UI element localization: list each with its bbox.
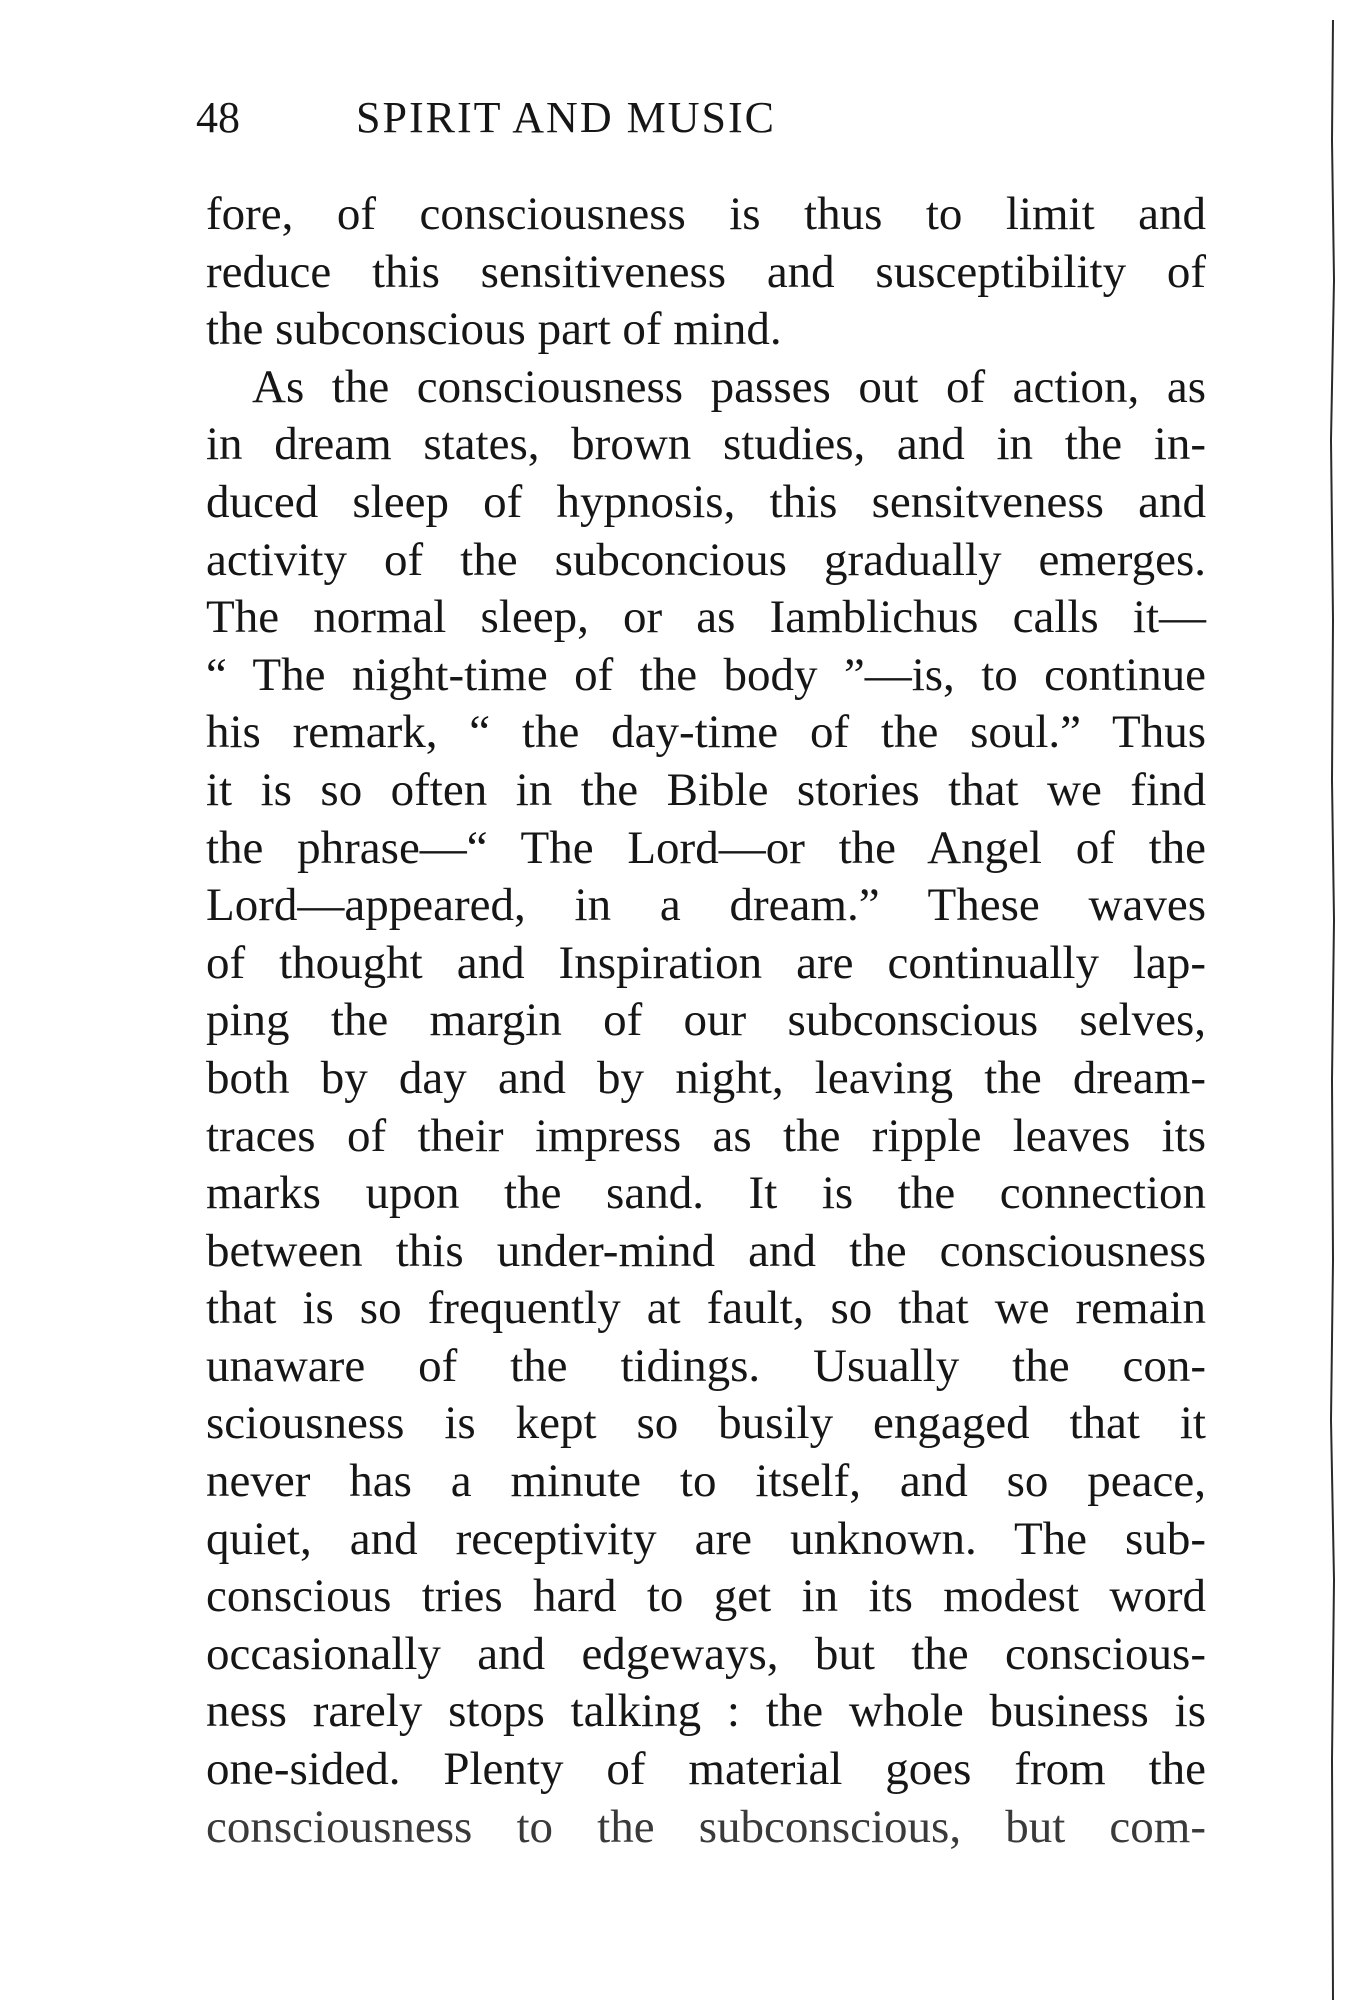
text-line: activity of the subconcious gradually emerges. [206,533,1206,586]
body-text [206,186,1206,1856]
text-line: reduce this sensitiveness and susceptibility of [206,245,1206,298]
text-line: the subconscious part of mind. [206,303,782,356]
text-line: his remark, “ the day-time of the soul.” Thus [206,706,1206,759]
text-line: Lord—appeared, in a dream.” These waves [206,879,1206,932]
text-line: fore, of consciousness is thus to limit and [206,188,1206,240]
text-line: As the consciousness passes out of action, as [252,360,1206,413]
text-line: never has a minute to itself, and so peace, [206,1455,1206,1508]
text-line: quiet, and receptivity are unknown. The sub- [206,1512,1206,1565]
text-line: marks upon the sand. It is the connection [206,1167,1206,1220]
text-line: unaware of the tidings. Usually the con- [206,1339,1206,1392]
text-line: both by day and by night, leaving the dream- [206,1051,1206,1104]
text-line: traces of their impress as the ripple leaves its [206,1109,1206,1162]
text-line: the phrase—“ The Lord—or the Angel of the [206,821,1206,874]
text-line: of thought and Inspiration are continually lap- [206,936,1206,989]
text-line: “ The night-time of the body ”—is, to continue [206,648,1206,701]
text-line: it is so often in the Bible stories that we find [206,763,1206,816]
text-line: occasionally and edgeways, but the conscious- [206,1627,1206,1680]
text-line: ness rarely stops talking : the whole business is [206,1685,1206,1738]
page-number: 48 [196,93,240,142]
text-line: duced sleep of hypnosis, this sensitveness and [206,475,1206,528]
text-line: that is so frequently at fault, so that we remain [206,1282,1206,1335]
text-line: one-sided. Plenty of material goes from the [206,1743,1206,1796]
text-line: consciousness to the subconscious, but com- [206,1800,1206,1853]
page-header [196,88,1206,148]
text-line: in dream states, brown studies, and in the in- [206,418,1206,471]
running-head: SPIRIT AND MUSIC [356,93,776,142]
text-line: conscious tries hard to get in its modest word [206,1570,1206,1623]
page-edge-shadow [1330,20,1336,2000]
text-line: between this under-mind and the consciousness [206,1224,1206,1277]
text-line: sciousness is kept so busily engaged that it [206,1397,1206,1450]
text-line: ping the margin of our subconscious selves, [206,994,1206,1047]
text-line: The normal sleep, or as Iamblichus calls it— [206,591,1206,644]
